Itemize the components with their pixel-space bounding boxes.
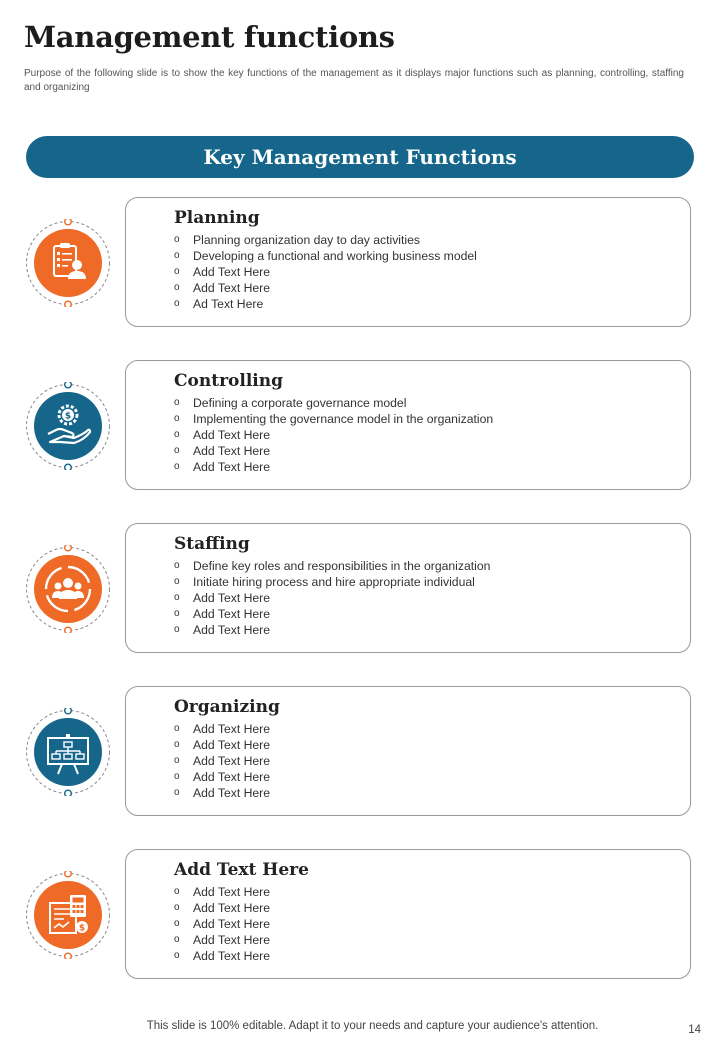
list-item [174, 264, 477, 280]
staffing-card [125, 523, 691, 653]
svg-text:$: $ [64, 411, 72, 422]
list-item-text: Add Text Here [193, 444, 271, 458]
list-item [174, 248, 477, 264]
bullet: o [174, 886, 180, 897]
bullet: o [174, 429, 180, 440]
bullet: o [174, 771, 180, 782]
card-title: Add Text Here [174, 860, 309, 880]
card-title: Controlling [174, 371, 283, 391]
bullet: o [174, 282, 180, 293]
calculator-report-icon [24, 871, 112, 959]
card-list [174, 721, 270, 801]
bullet: o [174, 266, 180, 277]
clipboard-user-icon [24, 219, 112, 307]
banner-title: Key Management Functions [203, 145, 517, 169]
list-item [174, 932, 270, 948]
list-item-text: Add Text Here [193, 722, 271, 736]
list-item-text: Add Text Here [193, 591, 271, 605]
bullet: o [174, 624, 180, 635]
list-item-text: Implementing the governance model in the organization [193, 412, 494, 426]
list-item [174, 769, 270, 785]
key-functions-banner [26, 136, 694, 178]
list-item-text: Defining a corporate governance model [193, 396, 407, 410]
card-title: Staffing [174, 534, 250, 554]
bullet: o [174, 934, 180, 945]
list-item [174, 916, 270, 932]
list-item [174, 590, 490, 606]
bullet: o [174, 918, 180, 929]
card-list [174, 232, 477, 312]
list-item-text: Add Text Here [193, 901, 271, 915]
page-number: 14 [688, 1024, 701, 1036]
list-item [174, 622, 490, 638]
list-item-text: Add Text Here [193, 607, 271, 621]
bullet: o [174, 413, 180, 424]
planning-card [125, 197, 691, 327]
list-item [174, 737, 270, 753]
controlling-card [125, 360, 691, 490]
extra-function-card [125, 849, 691, 979]
list-item-text: Add Text Here [193, 786, 271, 800]
list-item [174, 459, 493, 475]
card-list [174, 558, 490, 638]
list-item-text: Add Text Here [193, 949, 271, 963]
svg-text:$: $ [78, 923, 86, 934]
list-item-text: Initiate hiring process and hire appropriate individual [193, 575, 475, 589]
bullet: o [174, 739, 180, 750]
page-subtitle: Purpose of the following slide is to show the key functions of the management as it displays major functions such as planning, controlling, staffing and organizing [24, 68, 684, 93]
card-title: Organizing [174, 697, 280, 717]
list-item-text: Planning organization day to day activities [193, 233, 420, 247]
list-item [174, 280, 477, 296]
bullet: o [174, 234, 180, 245]
organizing-card [125, 686, 691, 816]
list-item [174, 721, 270, 737]
list-item-text: Add Text Here [193, 623, 271, 637]
bullet: o [174, 560, 180, 571]
list-item-text: Developing a functional and working business model [193, 249, 477, 263]
list-item [174, 395, 493, 411]
list-item-text: Add Text Here [193, 770, 271, 784]
bullet: o [174, 250, 180, 261]
team-cycle-icon [24, 545, 112, 633]
list-item-text: Add Text Here [193, 885, 271, 899]
bullet: o [174, 445, 180, 456]
card-list [174, 884, 270, 964]
list-item [174, 443, 493, 459]
bullet: o [174, 592, 180, 603]
extra-function-icon-badge [24, 871, 112, 959]
organizing-icon-badge [24, 708, 112, 796]
bullet: o [174, 397, 180, 408]
card-title: Planning [174, 208, 260, 228]
list-item [174, 606, 490, 622]
org-chart-board-icon [24, 708, 112, 796]
bullet: o [174, 461, 180, 472]
list-item-text: Add Text Here [193, 754, 271, 768]
list-item-text: Ad Text Here [193, 297, 264, 311]
list-item-text: Add Text Here [193, 917, 271, 931]
hand-gear-dollar-icon [24, 382, 112, 470]
list-item-text: Add Text Here [193, 265, 271, 279]
list-item-text: Add Text Here [193, 428, 271, 442]
bullet: o [174, 755, 180, 766]
list-item [174, 558, 490, 574]
staffing-icon-badge [24, 545, 112, 633]
list-item [174, 232, 477, 248]
list-item [174, 900, 270, 916]
card-list [174, 395, 493, 475]
list-item-text: Add Text Here [193, 460, 271, 474]
bullet: o [174, 787, 180, 798]
bullet: o [174, 950, 180, 961]
bullet: o [174, 576, 180, 587]
list-item [174, 427, 493, 443]
list-item [174, 296, 477, 312]
planning-icon-badge [24, 219, 112, 307]
controlling-icon-badge [24, 382, 112, 470]
list-item [174, 411, 493, 427]
footer-note: This slide is 100% editable. Adapt it to your needs and capture your audience's attention. [146, 1020, 599, 1032]
list-item [174, 884, 270, 900]
bullet: o [174, 298, 180, 309]
list-item-text: Add Text Here [193, 281, 271, 295]
list-item [174, 753, 270, 769]
list-item-text: Add Text Here [193, 738, 271, 752]
list-item-text: Add Text Here [193, 933, 271, 947]
list-item [174, 785, 270, 801]
list-item [174, 948, 270, 964]
list-item-text: Define key roles and responsibilities in the organization [193, 559, 491, 573]
list-item [174, 574, 490, 590]
bullet: o [174, 608, 180, 619]
bullet: o [174, 723, 180, 734]
page-title: Management functions [24, 20, 395, 54]
bullet: o [174, 902, 180, 913]
